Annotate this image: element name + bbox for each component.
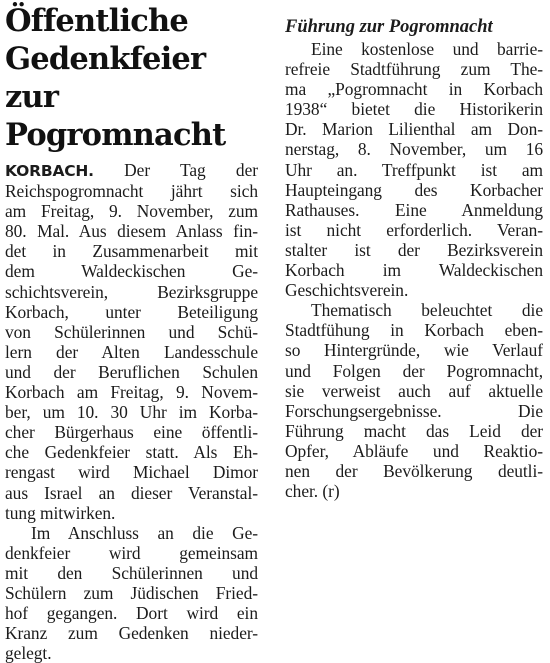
text-line: 80. Mal. Aus diesem Anlass fin-: [5, 221, 258, 242]
text-line: rengast wird Michael Dimor: [5, 462, 258, 483]
text-line: und Folgen der Pogromnacht,: [285, 360, 543, 381]
text-line: Im Anschluss an die Ge-: [31, 522, 258, 543]
text-line: Korbach im Waldeckischen: [285, 260, 543, 281]
text-line: Opfer, Abläufe und Reaktio-: [285, 440, 543, 461]
right-article-column: [285, 16, 543, 501]
text-line: Führung macht das Leid der: [285, 420, 543, 441]
text-line: Schülern zum Jüdischen Fried-: [5, 582, 258, 603]
right-paragraph-2: [285, 300, 543, 501]
left-paragraph-2: [5, 523, 258, 663]
headline-line: Öffentliche: [5, 3, 189, 39]
text-line: 1938“ bietet die Historikerin: [285, 99, 543, 120]
text-line: Korbach am Freitag, 9. Novem-: [5, 382, 258, 403]
text-line: ist nicht erforderlich. Veran-: [285, 219, 543, 240]
text-line: sie verweist auch auf aktuelle: [285, 380, 543, 401]
dateline: KORBACH.: [5, 162, 94, 180]
text-line: stalter ist der Bezirksverein: [285, 239, 543, 260]
text-line: nerstag, 8. November, um 16: [285, 139, 543, 160]
text-line: Forschungsergebnisse. Die: [285, 400, 543, 421]
text-line: det in Zusammenarbeit mit: [5, 241, 258, 262]
right-paragraph-1: [285, 39, 543, 300]
text-line: Thematisch beleuchtet die: [311, 300, 543, 321]
left-article-column: [5, 2, 258, 663]
text-line: hof gegangen. Dort wird ein: [5, 603, 258, 624]
text-line: am Freitag, 9. November, zum: [5, 201, 258, 222]
text-line: und der Beruflichen Schulen: [5, 361, 258, 382]
text-line: ma „Pogromnacht in Korbach: [285, 79, 543, 100]
sidebar-subheading: Führung zur Pogromnacht: [285, 17, 493, 37]
text-line: von Schülerinnen und Schü-: [5, 321, 258, 342]
text-line: Rathauses. Eine Anmeldung: [285, 199, 543, 220]
article-first-line: [5, 160, 258, 181]
text-line: Haupteingang des Korbacher: [285, 179, 543, 200]
text-line: nen der Bevölkerung deutli-: [285, 460, 543, 481]
text-line: che Gedenkfeier statt. Als Eh-: [5, 442, 258, 463]
text-line: Eine kostenlose und barrie-: [311, 39, 543, 59]
text-line: tung mitwirken.: [5, 502, 116, 523]
text-line: Geschichtsverein.: [285, 280, 409, 301]
text-line: refreie Stadtführung zum The-: [285, 59, 543, 80]
headline-line: Pogromnacht: [5, 117, 226, 153]
text-line: Stadtfühung in Korbach eben-: [285, 320, 543, 341]
text-line: aus Israel an dieser Veranstal-: [5, 482, 258, 503]
text-line: lern der Alten Landesschule: [5, 341, 258, 362]
text-line: schichtsverein, Bezirksgruppe: [5, 281, 258, 302]
text-line: dem Waldeckischen Ge-: [5, 261, 258, 282]
text-line: Kranz zum Gedenken nieder-: [5, 623, 258, 644]
text-line: mit den Schülerinnen und: [5, 562, 258, 583]
article-headline: [5, 2, 258, 154]
text-line: Dr. Marion Lilienthal am Don-: [285, 119, 543, 140]
text-line: ber, um 10. 30 Uhr im Korba-: [5, 402, 258, 423]
text-line: Uhr an. Treffpunkt ist am: [285, 159, 543, 180]
text-line: denkfeier wird gemeinsam: [5, 542, 258, 563]
text-line: cher. (r): [285, 481, 340, 502]
left-paragraph-1: [5, 181, 258, 523]
text-line: so Hintergründe, wie Verlauf: [285, 340, 543, 361]
headline-line: Gedenkfeier zur: [5, 41, 206, 115]
text-line: cher Bürgerhaus eine öffentli-: [5, 422, 258, 443]
text-line: gelegt.: [5, 643, 52, 663]
text-line: Korbach, unter Beteiligung: [5, 301, 258, 322]
first-line-text: Der Tag der: [124, 160, 258, 180]
text-line: Reichspogromnacht jährt sich: [5, 181, 258, 202]
